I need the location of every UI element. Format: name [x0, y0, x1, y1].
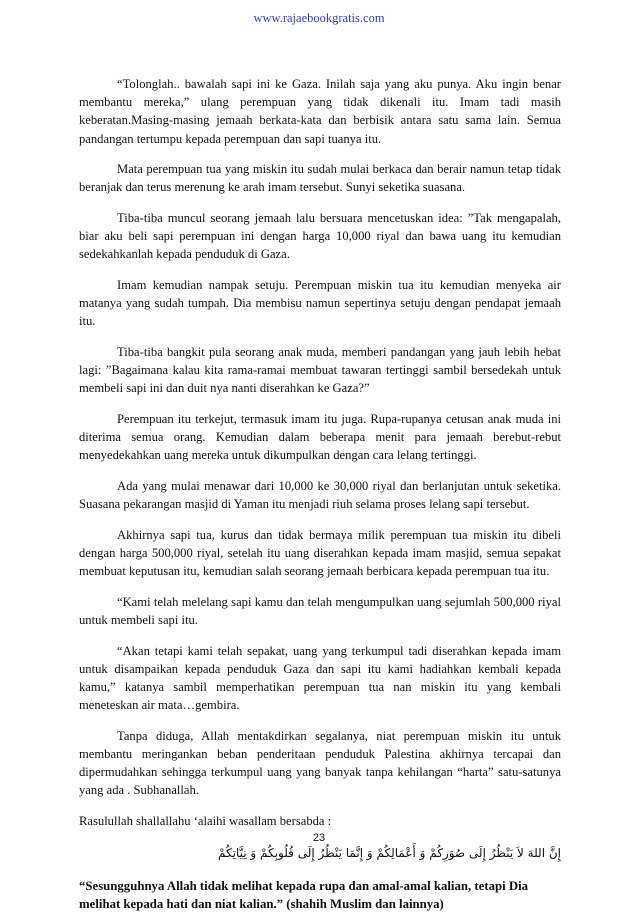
- paragraph-10: “Akan tetapi kami telah sepakat, uang yang terkumpul tadi diserahkan kepada imam untuk disampaikan kepada penduduk Gaza dan sapi itu kami hadiahkan kembali kepada kamu,” katanya sambil memperhatikan perempuan tua nan miskin itu yang kembali meneteskan air mata…gembira.: [79, 643, 561, 713]
- paragraph-4: Imam kemudian nampak setuju. Perempuan miskin tua itu kemudian menyeka air matanya yang sudah tumpah. Dia membisu namun sepertinya setuju dengan pendapat jemaah itu.: [79, 278, 561, 329]
- paragraph-7: Ada yang mulai menawar dari 10,000 ke 30,000 riyal dan berlanjutan untuk seketika. Suasana pekarangan masjid di Yaman itu menjadi riuh selama proses lelang sapi tersebut.: [79, 479, 561, 512]
- paragraph-11: Tanpa diduga, Allah mentakdirkan segalanya, niat perempuan miskin itu untuk membantu meringankan beban penderitaan penduduk Palestina akhirnya tercapai dan dipermudahkan sehingga terkumpul uang yang banyak tanpa kehilangan “harta” satu-satunya yang ada . Subhanallah.: [79, 728, 561, 798]
- arabic-hadith-text: إِنَّ اللهَ لاَ يَنْظُرُ إِلَى صُوَرِكُمْ وَ أَعْمَالِكُمْ وَ إِنَّمَا يَنْظُرُ إِلَى قُلُوبِكُمْ وَ نِيَّاتِكُمْ: [218, 845, 561, 860]
- hadith-intro: Rasulullah shallallahu ‘alaihi wasallam bersabda :: [79, 814, 332, 828]
- hadith-translation-quote: “Sesungguhnya Allah tidak melihat kepada rupa dan amal-amal kalian, tetapi Dia melihat kepada hati dan niat kalian.” (shahih Muslim dan lainnya): [79, 878, 529, 911]
- body-text: [79, 75, 561, 913]
- paragraph-2: Mata perempuan tua yang miskin itu sudah mulai berkaca dan berair namun tetap tidak beranjak dan terus merenung ke arah imam tersebut. Sunyi seketika suasana.: [79, 162, 561, 195]
- page-number: 23: [312, 832, 326, 844]
- paragraph-6: Perempuan itu terkejut, termasuk imam itu juga. Rupa-rupanya cetusan anak muda ini diterima semua orang. Kemudian dalam beberapa menit para jemaah berebut-rebut menyedekahkan uang mereka untuk dikumpulkan dengan cara lelang tertinggi.: [79, 412, 561, 463]
- paragraph-8: Akhirnya sapi tua, kurus dan tidak bermaya milik perempuan tua miskin itu dibeli dengan harga 500,000 riyal, setelah itu uang diserahkan kepada imam masjid, semua sepakat membuat keputusan itu, kemudian salah seorang jemaah berbicara kepada perempuan tua itu.: [79, 527, 561, 579]
- paragraph-1: “Tolonglah.. bawalah sapi ini ke Gaza. Inilah saja yang aku punya. Aku ingin benar membantu mereka,” ulang perempuan yang tidak dikenali itu. Imam tadi masih keberatan.Masing-masing jemaah berkata-kata dan berbisik antara satu sama lain. Semua pandangan tertumpu kepada perempuan dan sapi tuanya itu.: [79, 77, 561, 146]
- paragraph-3: Tiba-tiba muncul seorang jemaah lalu bersuara mencetuskan idea: ”Tak mengapalah, biar aku beli sapi perempuan ini dengan harga 10,000 riyal dan bawa uang itu kemudian sedekahkanlah kepada penduduk di Gaza.: [79, 211, 561, 262]
- paragraph-5: Tiba-tiba bangkit pula seorang anak muda, memberi pandangan yang jauh lebih hebat lagi: ”Bagaimana kalau kita rama-ramai membuat tawaran tertinggi sambil bersedekah untuk membeli sapi ini dan duit nya nanti diserahkan ke Gaza?”: [79, 345, 561, 396]
- header-url-link[interactable]: www.rajaebookgratis.com: [253, 11, 385, 25]
- paragraph-9: “Kami telah melelang sapi kamu dan telah mengumpulkan uang sejumlah 500,000 riyal untuk membeli sapi itu.: [79, 594, 561, 627]
